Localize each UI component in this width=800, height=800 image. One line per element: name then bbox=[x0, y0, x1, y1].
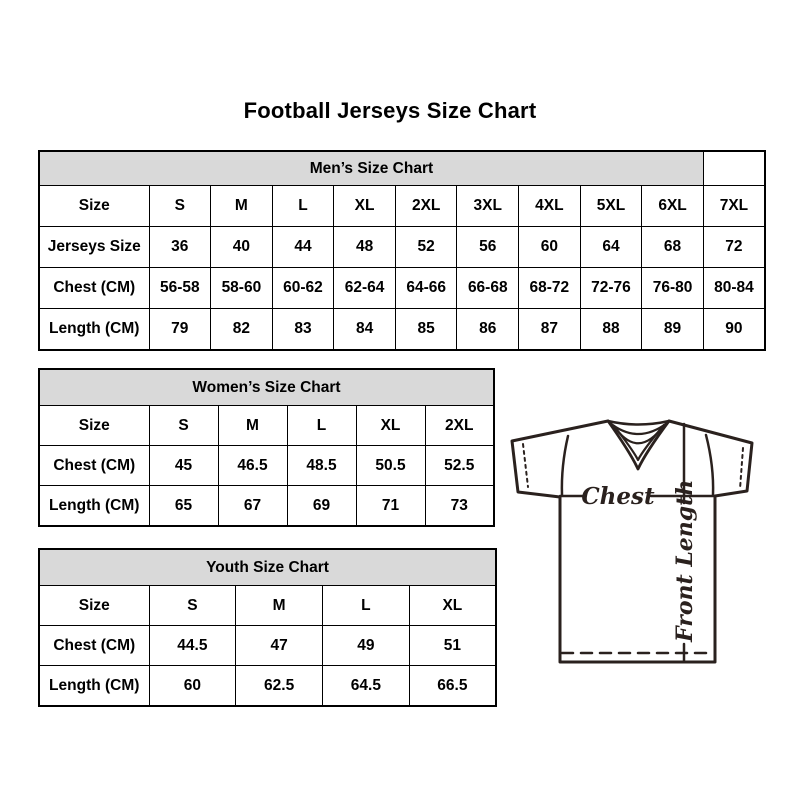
table-cell: 62.5 bbox=[236, 666, 323, 707]
table-cell: 46.5 bbox=[218, 446, 287, 486]
table-cell: 60-62 bbox=[272, 268, 334, 309]
table-cell: 60 bbox=[149, 666, 236, 707]
table-cell: 79 bbox=[149, 309, 211, 351]
table-row bbox=[39, 186, 765, 227]
table-row bbox=[39, 586, 496, 626]
table-header-row bbox=[39, 549, 496, 586]
row-label: Length (CM) bbox=[39, 309, 149, 351]
row-label: Size bbox=[39, 586, 149, 626]
row-label: Size bbox=[39, 406, 149, 446]
table-cell: 52.5 bbox=[425, 446, 494, 486]
table-cell: 68 bbox=[642, 227, 704, 268]
table-row bbox=[39, 666, 496, 707]
row-label: Chest (CM) bbox=[39, 626, 149, 666]
table-header-row bbox=[39, 151, 765, 186]
table-cell: 71 bbox=[356, 486, 425, 527]
table-cell: 40 bbox=[211, 227, 273, 268]
youth-size-table bbox=[38, 548, 497, 707]
table-cell: 45 bbox=[149, 446, 218, 486]
table-cell: 56-58 bbox=[149, 268, 211, 309]
table-row bbox=[39, 486, 494, 527]
table-cell: 49 bbox=[323, 626, 410, 666]
table-cell: 68-72 bbox=[519, 268, 581, 309]
table-cell: 67 bbox=[218, 486, 287, 527]
table-cell: 88 bbox=[580, 309, 642, 351]
table-cell: 80-84 bbox=[703, 268, 765, 309]
table-cell: 7XL bbox=[703, 186, 765, 227]
table-cell: 58-60 bbox=[211, 268, 273, 309]
table-cell: 48 bbox=[334, 227, 396, 268]
table-cell: 6XL bbox=[642, 186, 704, 227]
table-cell: 5XL bbox=[580, 186, 642, 227]
table-cell: 48.5 bbox=[287, 446, 356, 486]
table-cell: S bbox=[149, 406, 218, 446]
table-cell: XL bbox=[334, 186, 396, 227]
table-cell: 2XL bbox=[425, 406, 494, 446]
womens-table-title: Women’s Size Chart bbox=[39, 369, 494, 406]
table-cell: 64.5 bbox=[323, 666, 410, 707]
table-row bbox=[39, 446, 494, 486]
table-cell: L bbox=[272, 186, 334, 227]
table-cell: 76-80 bbox=[642, 268, 704, 309]
table-cell: 56 bbox=[457, 227, 519, 268]
table-cell: 50.5 bbox=[356, 446, 425, 486]
table-cell: 85 bbox=[395, 309, 457, 351]
table-row bbox=[39, 268, 765, 309]
table-cell: 90 bbox=[703, 309, 765, 351]
page-title: Football Jerseys Size Chart bbox=[243, 98, 537, 123]
table-cell: 66.5 bbox=[409, 666, 496, 707]
table-cell: M bbox=[236, 586, 323, 626]
table-cell: 73 bbox=[425, 486, 494, 527]
youth-table-title: Youth Size Chart bbox=[39, 549, 496, 586]
table-cell: 87 bbox=[519, 309, 581, 351]
table-cell: 72-76 bbox=[580, 268, 642, 309]
row-label: Length (CM) bbox=[39, 486, 149, 527]
table-cell: 44.5 bbox=[149, 626, 236, 666]
table-cell: 36 bbox=[149, 227, 211, 268]
table-cell: 69 bbox=[287, 486, 356, 527]
table-cell: 62-64 bbox=[334, 268, 396, 309]
table-cell: 47 bbox=[236, 626, 323, 666]
table-cell: 72 bbox=[703, 227, 765, 268]
table-cell: XL bbox=[356, 406, 425, 446]
table-cell: S bbox=[149, 586, 236, 626]
table-cell: 60 bbox=[519, 227, 581, 268]
table-header-row bbox=[39, 369, 494, 406]
table-cell: 86 bbox=[457, 309, 519, 351]
table-cell: 52 bbox=[395, 227, 457, 268]
table-cell: L bbox=[323, 586, 410, 626]
table-cell: 82 bbox=[211, 309, 273, 351]
row-label: Chest (CM) bbox=[39, 446, 149, 486]
row-label: Chest (CM) bbox=[39, 268, 149, 309]
table-cell: 66-68 bbox=[457, 268, 519, 309]
table-cell: XL bbox=[409, 586, 496, 626]
mens-size-table bbox=[38, 150, 766, 351]
table-cell: S bbox=[149, 186, 211, 227]
row-label: Size bbox=[39, 186, 149, 227]
table-cell: 44 bbox=[272, 227, 334, 268]
table-row bbox=[39, 227, 765, 268]
table-cell: 83 bbox=[272, 309, 334, 351]
table-row bbox=[39, 309, 765, 351]
mens-table-title: Men’s Size Chart bbox=[39, 151, 703, 186]
chest-label: Chest bbox=[581, 483, 655, 510]
table-cell: 65 bbox=[149, 486, 218, 527]
jersey-diagram bbox=[500, 408, 766, 674]
womens-size-table bbox=[38, 368, 495, 527]
row-label: Length (CM) bbox=[39, 666, 149, 707]
table-row bbox=[39, 626, 496, 666]
row-label: Jerseys Size bbox=[39, 227, 149, 268]
table-cell: M bbox=[218, 406, 287, 446]
table-cell: L bbox=[287, 406, 356, 446]
table-cell: 84 bbox=[334, 309, 396, 351]
table-cell: 64 bbox=[580, 227, 642, 268]
table-cell: 51 bbox=[409, 626, 496, 666]
table-cell: 3XL bbox=[457, 186, 519, 227]
table-row bbox=[39, 406, 494, 446]
table-cell: 64-66 bbox=[395, 268, 457, 309]
jersey-outline-icon bbox=[500, 408, 766, 674]
table-cell: 2XL bbox=[395, 186, 457, 227]
table-cell: M bbox=[211, 186, 273, 227]
front-length-label: Front Length bbox=[672, 479, 698, 642]
table-cell: 4XL bbox=[519, 186, 581, 227]
table-cell: 89 bbox=[642, 309, 704, 351]
